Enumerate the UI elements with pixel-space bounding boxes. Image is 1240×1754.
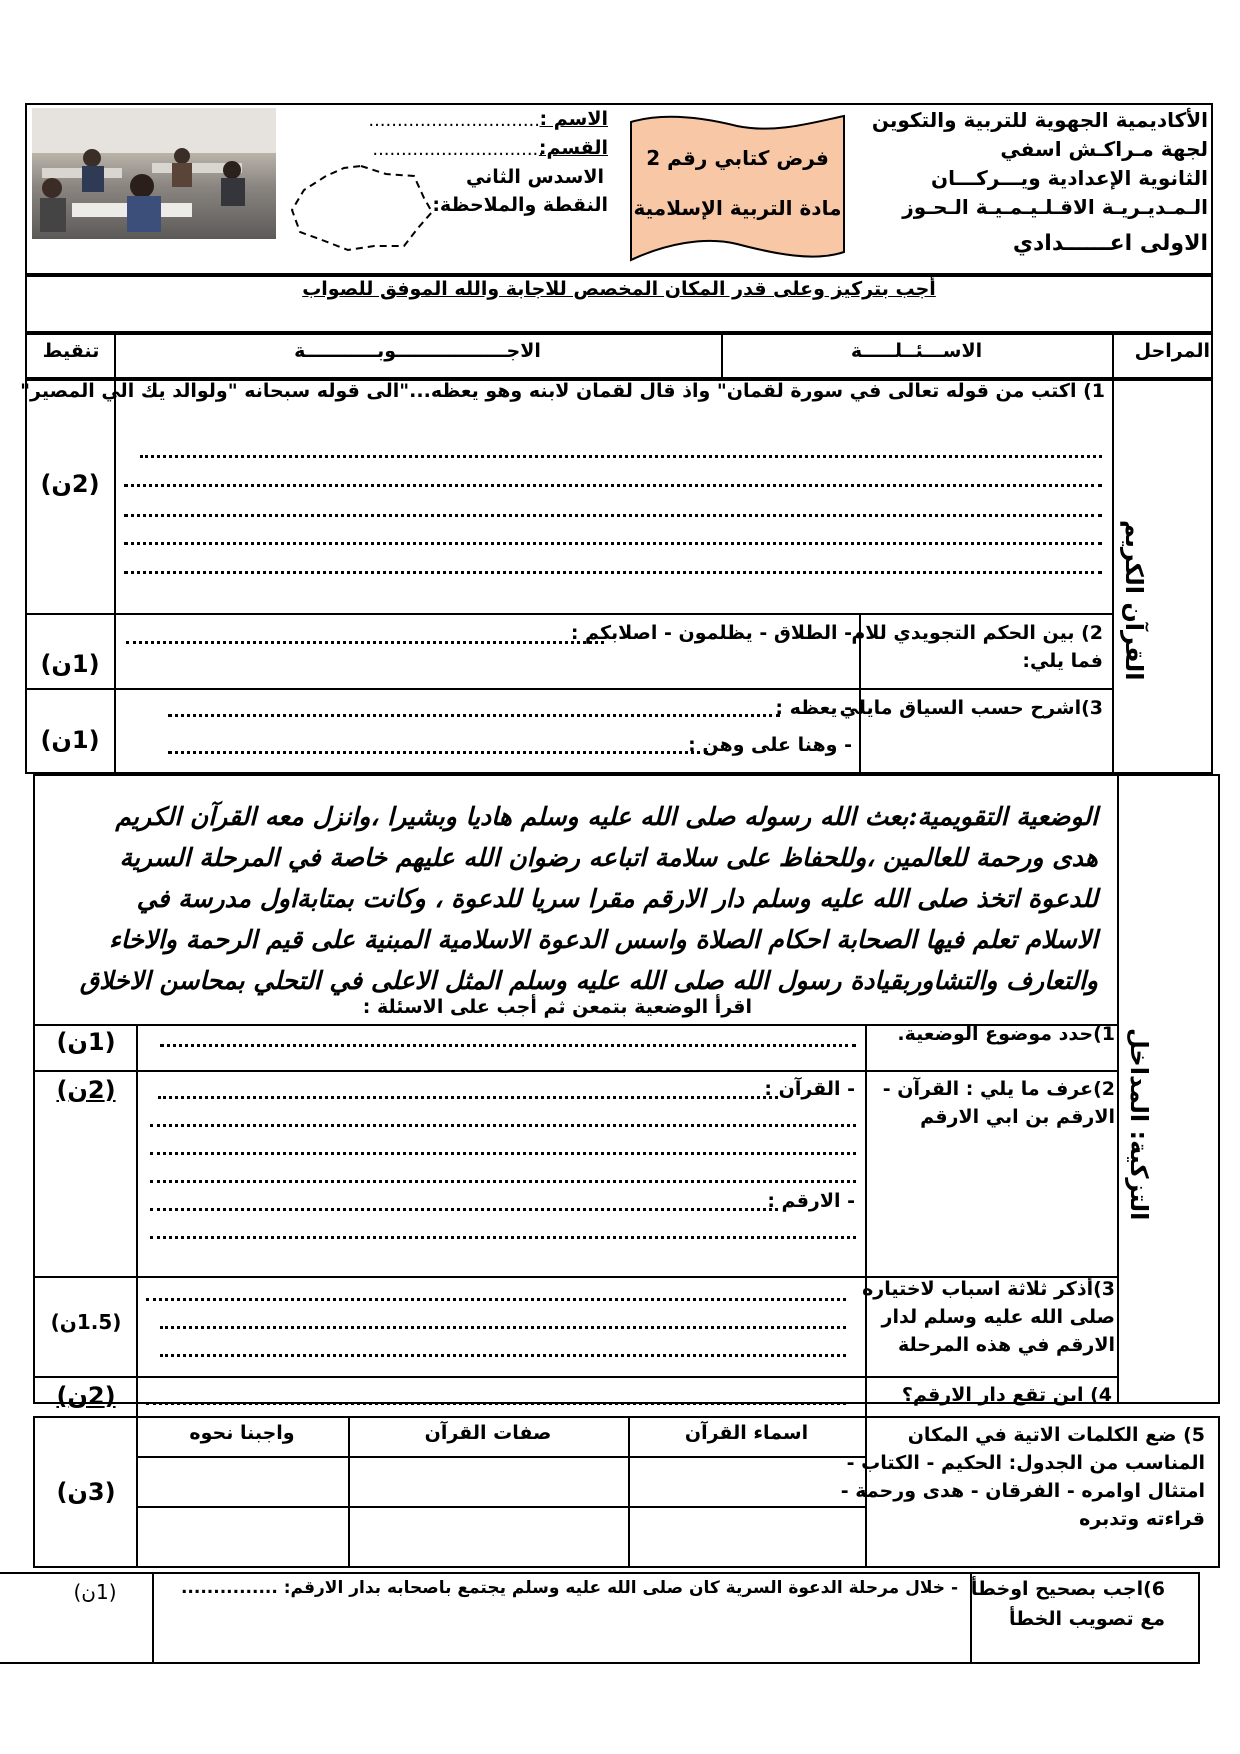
situation-line-1: الوضعية التقويمية:بعث الله رسوله صلى الله عليه وسلم هاديا وبشيرا ،وانزل معه القرآن الكريم xyxy=(115,802,1098,831)
quran-stage-label: القرآن الكريم xyxy=(1120,519,1148,680)
situation-q2-item1: - القرآن : xyxy=(764,1078,855,1100)
title-scroll xyxy=(625,112,850,265)
quran-q3-score: (1ن) xyxy=(40,726,100,754)
q5-line-1: 5) ضع الكلمات الاتية في المكان xyxy=(907,1424,1205,1446)
s-q1-answer-line[interactable] xyxy=(160,1044,856,1047)
grade-star-shape xyxy=(286,162,436,254)
instruction-text: أجب بتركيز وعلى قدر المكان المخصص للاجابة والله الموفق للصواب xyxy=(302,278,936,300)
situation-q1-score: (1ن) xyxy=(56,1028,116,1056)
exam-photo xyxy=(32,108,276,239)
name-label: الاسم : xyxy=(539,108,608,130)
quran-q3-item1: - يعظه : xyxy=(775,697,852,719)
situation-line-4: الاسلام تعلم فيها الصحابة احكام الصلاة واسس الدعوة الاسلامية المبنية على قيم الرحمة والاخاء xyxy=(108,925,1098,954)
s-q2-line-5[interactable] xyxy=(150,1208,778,1211)
q5-line-3: امتثال اوامره - الفرقان - هدى ورحمة - xyxy=(840,1480,1205,1502)
exam-title: فرض كتابي رقم 2 xyxy=(646,146,829,170)
situation-q1: 1)حدد موضوع الوضعية. xyxy=(897,1023,1115,1045)
s-q2-line-3[interactable] xyxy=(150,1152,856,1155)
situation-q2-item2: - الارقم : xyxy=(767,1190,855,1212)
col-score: تنقيط xyxy=(42,340,100,362)
quran-q3-item2: - وهنا على وهن : xyxy=(688,734,852,756)
quran-q2-score: (1ن) xyxy=(40,650,100,678)
situation-q2-line1: 2)عرف ما يلي : القرآن - xyxy=(882,1078,1115,1100)
q5-header-qualities: صفات القرآن xyxy=(424,1422,552,1444)
q1-answer-line-1[interactable] xyxy=(140,455,1102,458)
quran-q2-answer-prompt: - الطلاق - يظلمون - اصلابكم : xyxy=(570,622,852,644)
quran-q1: 1) اكتب من قوله تعالى في سورة لقمان" واذ قال لقمان لابنه وهو يعظه..."الى قوله سبحانه "ولوالد يك الي المصير" xyxy=(20,380,1105,402)
col-questions: الاســـئــلـــــة xyxy=(850,340,983,362)
q5-score: (3ن) xyxy=(56,1478,116,1506)
s-q2-line-1[interactable] xyxy=(158,1096,778,1099)
institution-line-4: الـمـديـريـة الاقـلـيـمـيـة الـحـوز xyxy=(902,195,1208,219)
situation-q2-line2: الارقم بن ابي الارقم xyxy=(920,1106,1115,1128)
q2-answer-line[interactable] xyxy=(126,641,604,644)
situation-stage-label: التزكية: المداخل xyxy=(1125,1027,1153,1220)
situation-q4: 4) اين تقع دار الارقم؟ xyxy=(901,1384,1112,1406)
s-q3-line-1[interactable] xyxy=(146,1298,846,1301)
quran-q2-line2: فما يلي: xyxy=(1022,650,1103,672)
s-q2-line-6[interactable] xyxy=(150,1236,856,1239)
q5-cell-names[interactable] xyxy=(630,1458,863,1566)
s-q4-answer-line[interactable] xyxy=(146,1402,846,1405)
institution-line-2: لجهة مـراكـش اسفي xyxy=(1000,137,1208,161)
q5-cell-qualities[interactable] xyxy=(350,1458,626,1566)
situation-q4-score: (2ن) xyxy=(56,1382,116,1410)
s-q2-line-4[interactable] xyxy=(150,1180,856,1183)
situation-line-3: للدعوة اتخذ صلى الله عليه وسلم دار الارقم مقرا سريا للدعوة ، وكانت بمتابةاول مدرسة في xyxy=(136,884,1098,913)
s-q3-line-3[interactable] xyxy=(160,1354,846,1357)
q5-header-duties: واجبنا نحوه xyxy=(189,1422,295,1444)
q5-line-4: قراءته وتدبره xyxy=(1079,1508,1205,1530)
s-q3-line-2[interactable] xyxy=(160,1326,846,1329)
q6-statement[interactable]: - خلال مرحلة الدعوة السرية كان صلى الله عليه وسلم يجتمع باصحابه بدار الارقم: ............... xyxy=(180,1578,958,1598)
col-stages: المراحل xyxy=(1134,340,1210,362)
q5-line-2: المناسب من الجدول: الحكيم - الكتاب - xyxy=(846,1452,1205,1474)
s-q2-line-2[interactable] xyxy=(150,1124,856,1127)
q6-score: (1ن) xyxy=(73,1580,117,1604)
situation-q3-line1: 3)أذكر ثلاثة اسباب لاختياره xyxy=(862,1278,1115,1300)
col-answers: الاجـــــــــــــــــوبـــــــــــة xyxy=(294,340,541,362)
situation-q2-score: (2ن) xyxy=(56,1076,116,1104)
q1-answer-line-4[interactable] xyxy=(124,542,1102,545)
quran-q1-score: (2ن) xyxy=(40,470,100,498)
q5-header-names: اسماء القرآن xyxy=(684,1422,809,1444)
q1-answer-line-2[interactable] xyxy=(124,484,1102,487)
quran-q2-line1: 2) بين الحكم التجويدي للام xyxy=(851,622,1103,644)
section-field[interactable]: .............................. xyxy=(372,139,544,160)
institution-line-1: الأكاديمية الجهوية للتربية والتكوين xyxy=(871,108,1208,132)
name-field[interactable]: .............................. xyxy=(368,110,540,131)
q5-cell-duties[interactable] xyxy=(138,1458,346,1566)
situation-line-5: والتعارف والتشاوربقيادة رسول الله صلى الله عليه وسلم المثل الاعلى في التحلي بمحاسن الاخلاق xyxy=(79,966,1098,995)
q1-answer-line-3[interactable] xyxy=(124,514,1102,517)
situation-q3-line3: الارقم في هذه المرحلة xyxy=(898,1334,1115,1356)
q6-line-2: مع تصويب الخطأ xyxy=(1009,1608,1165,1630)
grade-label: النقطة والملاحظة: xyxy=(432,194,608,216)
q3-item2-line[interactable] xyxy=(168,751,708,754)
q1-answer-line-5[interactable] xyxy=(124,571,1102,574)
section-label: القسم: xyxy=(538,137,608,159)
read-instruction: اقرأ الوضعية بتمعن ثم أجب على الاسئلة : xyxy=(362,996,752,1018)
quran-q3: 3)اشرح حسب السياق مايلي xyxy=(839,697,1103,719)
situation-text xyxy=(46,796,1098,1001)
situation-q3-score: (1.5ن) xyxy=(50,1310,122,1334)
institution-line-3: الثانوية الإعدادية ويـــركـــان xyxy=(931,166,1208,190)
subject-title: مادة التربية الإسلامية xyxy=(633,196,842,220)
level-label: الاولى اعــــــدادي xyxy=(1012,231,1208,256)
q3-item1-line[interactable] xyxy=(168,714,780,717)
q6-line-1: 6)اجب بصحيح اوخطأ xyxy=(970,1578,1165,1600)
semester-label: الاسدس الثاني xyxy=(465,166,604,188)
situation-line-2: هدى ورحمة للعالمين ،وللحفاظ على سلامة اتباعه رضوان الله عليهم خاصة في المرحلة السرية xyxy=(119,843,1098,872)
situation-q3-line2: صلى الله عليه وسلم لدار xyxy=(881,1306,1115,1328)
